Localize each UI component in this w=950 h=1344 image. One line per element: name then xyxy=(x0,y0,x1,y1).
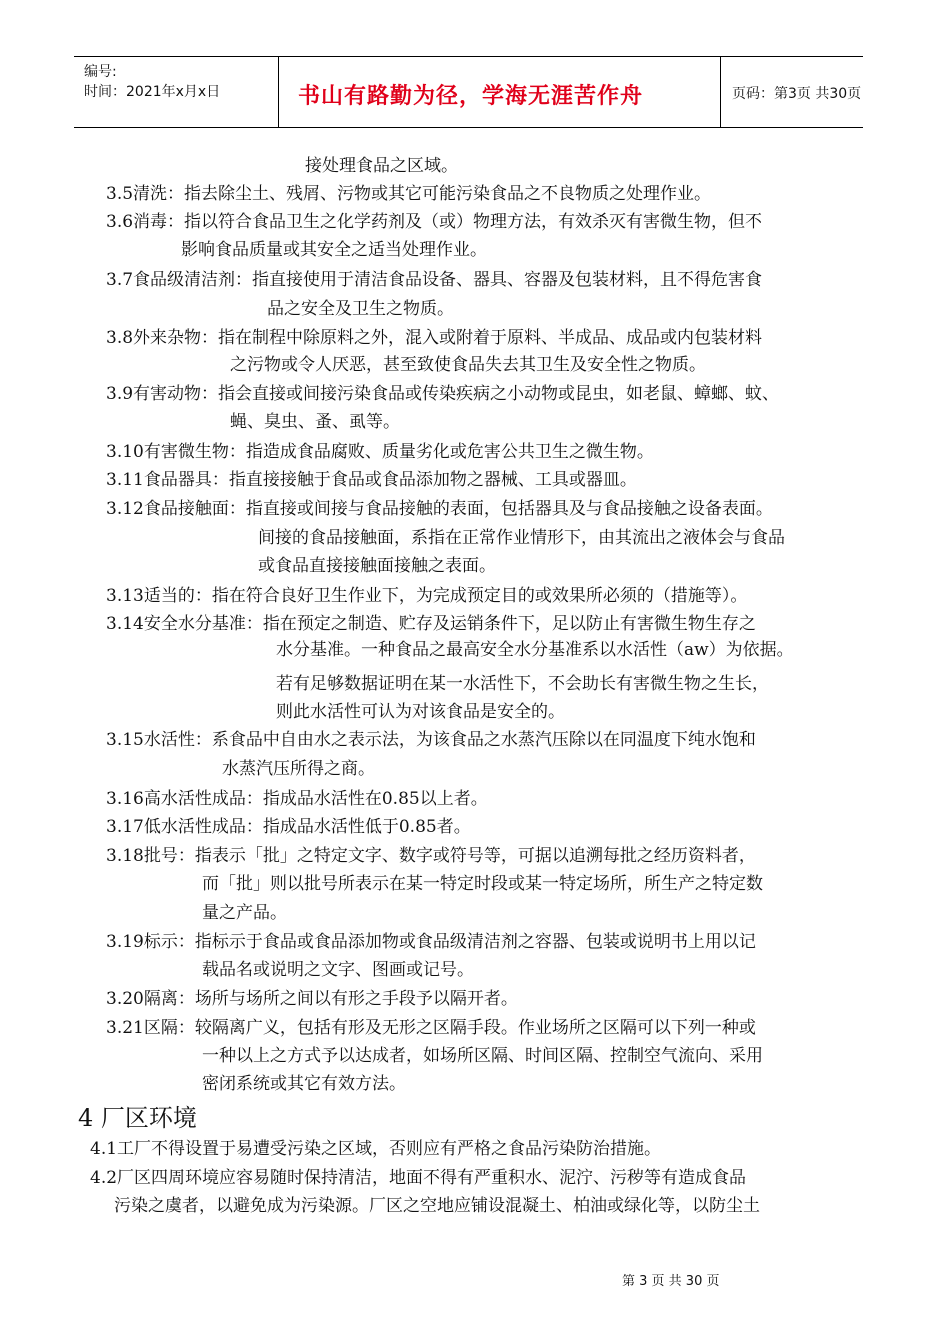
text-line: 载品名或说明之文字、图画或记号。 xyxy=(202,960,474,980)
header-meta xyxy=(74,57,279,127)
text-line: 水蒸汽压所得之商。 xyxy=(222,759,375,779)
text-line: 间接的食品接触面，系指在正常作业情形下，由其流出之液体会与食品 xyxy=(258,528,785,548)
text-line: 3.17低水活性成品：指成品水活性低于0.85者。 xyxy=(106,817,471,837)
text-line: 3.5清洗：指去除尘土、残屑、污物或其它可能污染食品之不良物质之处理作业。 xyxy=(106,184,712,204)
text-line: 4.2厂区四周环境应容易随时保持清洁，地面不得有严重积水、泥泞、污秽等有造成食品 xyxy=(90,1168,747,1188)
text-line: 量之产品。 xyxy=(202,903,287,923)
text-line: 3.15水活性：系食品中自由水之表示法，为该食品之水蒸汽压除以在同温度下纯水饱和 xyxy=(106,730,756,750)
text-line: 或食品直接接触面接触之表面。 xyxy=(258,556,496,576)
text-line: 则此水活性可认为对该食品是安全的。 xyxy=(276,702,565,722)
text-line: 3.12食品接触面：指直接或间接与食品接触的表面，包括器具及与食品接触之设备表面。 xyxy=(106,499,773,519)
text-line: 4.1工厂不得设置于易遭受污染之区域，否则应有严格之食品污染防治措施。 xyxy=(90,1139,662,1159)
text-line: 3.6消毒：指以符合食品卫生之化学药剂及（或）物理方法，有效杀灭有害微生物，但不 xyxy=(106,212,763,232)
text-line: 3.9有害动物：指会直接或间接污染食品或传染疾病之小动物或昆虫，如老鼠、蟑螂、蚊、 xyxy=(106,384,780,404)
text-line: 3.21区隔：较隔离广义，包括有形及无形之区隔手段。作业场所之区隔可以下列一种或 xyxy=(106,1018,756,1038)
text-line: 污染之虞者，以避免成为污染源。厂区之空地应铺设混凝土、柏油或绿化等，以防尘土 xyxy=(114,1196,760,1216)
text-line: 3.11食品器具：指直接接触于食品或食品添加物之器械、工具或器皿。 xyxy=(106,470,637,490)
text-line: 3.10有害微生物：指造成食品腐败、质量劣化或危害公共卫生之微生物。 xyxy=(106,442,654,462)
page-info: 页码：第3页 共30页 xyxy=(732,86,862,102)
text-line: 3.7食品级清洁剂：指直接使用于清洁食品设备、器具、容器及包装材料，且不得危害食 xyxy=(106,270,763,290)
text-line: 3.14安全水分基准：指在预定之制造、贮存及运销条件下，足以防止有害微生物生存之 xyxy=(106,614,756,634)
page-footer: 第 3 页 共 30 页 xyxy=(622,1274,720,1289)
header-page-cell xyxy=(720,57,863,127)
text-line: 一种以上之方式予以达成者，如场所区隔、时间区隔、控制空气流向、采用 xyxy=(202,1046,763,1066)
text-line: 3.16高水活性成品：指成品水活性在0.85以上者。 xyxy=(106,789,488,809)
text-line: 品之安全及卫生之物质。 xyxy=(267,299,454,319)
header-motto-cell xyxy=(278,57,721,127)
text-line: 而「批」则以批号所表示在某一特定时段或某一特定场所，所生产之特定数 xyxy=(202,874,763,894)
motto: 书山有路勤为径，学海无涯苦作舟 xyxy=(298,84,644,109)
text-line: 之污物或令人厌恶，甚至致使食品失去其卫生及安全性之物质。 xyxy=(230,355,706,375)
number-label: 编号: xyxy=(84,64,117,80)
section-heading: 4 厂区环境 xyxy=(78,1104,197,1132)
time-label: 时间：2021年x月x日 xyxy=(84,84,221,100)
text-line: 3.13适当的：指在符合良好卫生作业下，为完成预定目的或效果所必须的（措施等）。 xyxy=(106,586,748,606)
text-line: 3.8外来杂物：指在制程中除原料之外，混入或附着于原料、半成品、成品或内包装材料 xyxy=(106,328,763,348)
text-line: 密闭系统或其它有效方法。 xyxy=(202,1074,406,1094)
page-header xyxy=(74,56,863,128)
text-line: 3.19标示：指标示于食品或食品添加物或食品级清洁剂之容器、包装或说明书上用以记 xyxy=(106,932,756,952)
text-line: 3.18批号：指表示「批」之特定文字、数字或符号等，可据以追溯每批之经历资料者， xyxy=(106,846,756,866)
text-line: 若有足够数据证明在某一水活性下，不会助长有害微生物之生长， xyxy=(276,674,769,694)
text-line: 3.20隔离：场所与场所之间以有形之手段予以隔开者。 xyxy=(106,989,518,1009)
text-line: 水分基准。一种食品之最高安全水分基准系以水活性（aw）为依据。 xyxy=(276,640,794,660)
text-line: 影响食品质量或其安全之适当处理作业。 xyxy=(181,240,487,260)
text-line: 接处理食品之区域。 xyxy=(305,156,458,176)
text-line: 蝇、臭虫、蚤、虱等。 xyxy=(230,412,400,432)
